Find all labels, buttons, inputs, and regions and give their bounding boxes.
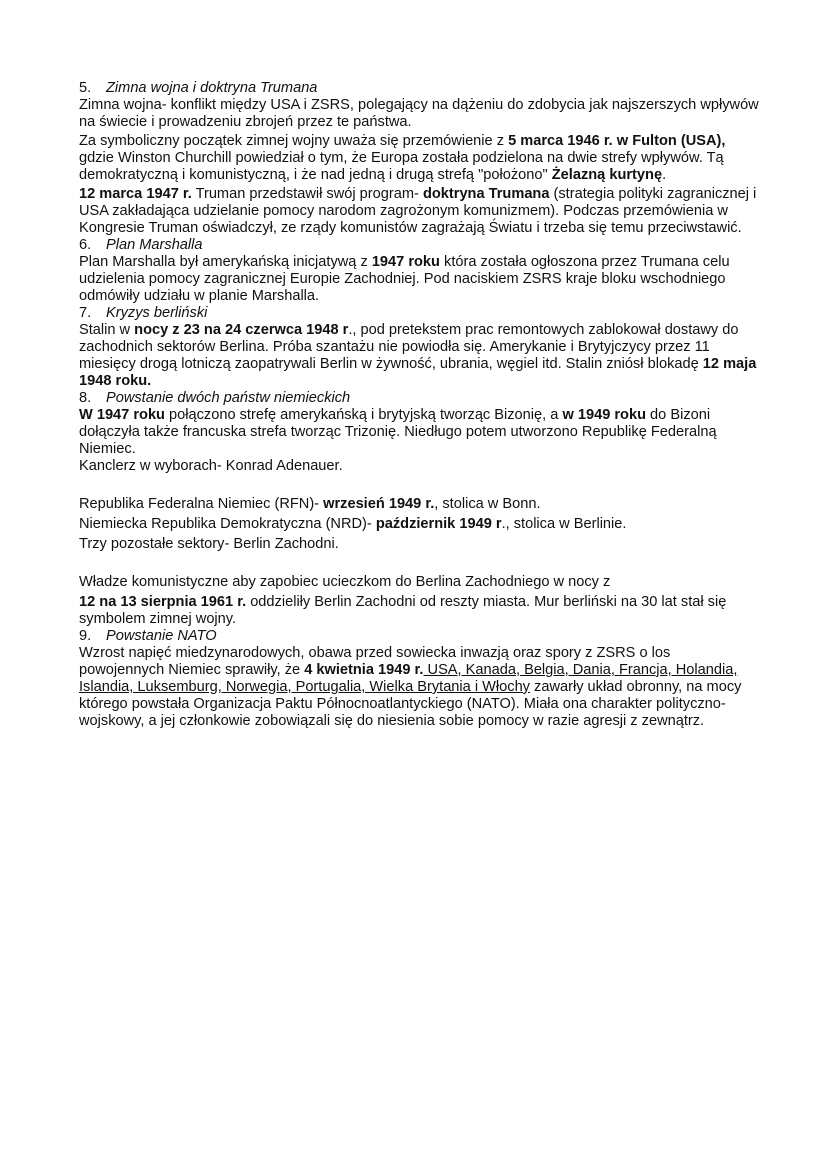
section-title: Zimna wojna i doktryna Trumana (106, 80, 318, 96)
section-heading (79, 237, 759, 254)
section-heading (79, 305, 759, 322)
text-run: Stalin w (79, 322, 135, 338)
bold-text: październik 1949 r (375, 516, 502, 532)
bold-text: Żelazną kurtynę (551, 167, 663, 183)
text-run: Republika Federalna Niemiec (RFN)- (79, 496, 324, 512)
text-run: Truman przedstawił swój program- (191, 186, 423, 202)
bold-text: 1947 roku (371, 254, 440, 270)
section-number: 6. (79, 237, 92, 253)
text-run: Plan Marshalla był amerykańską inicjatywą z (79, 254, 372, 270)
bold-text: w 1949 roku (562, 407, 646, 423)
paragraph (79, 186, 759, 237)
text-run: (strategia polityki zagranicznej i USA zakładająca udzielanie pomocy narodom zagrożonym komunizmem). Podczas przemówienia w Kongresie Truman oświadczył, ze rządy komunistów zagrażają Światu i trzeba się temu przeciwstawić. (79, 186, 757, 236)
paragraph (79, 645, 759, 730)
paragraph (79, 254, 759, 305)
text-run: do Bizoni dołączyła także francuska strefa tworząc Trizonię. Niedługo potem utworzono Republikę Federalną Niemiec. (79, 407, 717, 457)
text-run: Wzrost napięć miedzynarodowych, obawa przed sowiecka inwazją oraz spory z ZSRS o los powojennych Niemiec sprawiły, że (79, 645, 671, 678)
text-run: ., pod pretekstem prac remontowych zablokował dostawy do zachodnich sektorów Berlina. Próba szantażu nie powiodła się. Amerykanie i Brytyjczycy przez 11 miesięcy drogą lotniczą zaopatrywali Berlin w żywność, ubrania, węgiel itd. Stalin zniósł blokadę (79, 322, 739, 372)
paragraph (79, 407, 759, 458)
text-run: oddzieliły Berlin Zachodni od reszty miasta. Mur berliński na 30 lat stał się symbolem zimnej wojny. (79, 594, 727, 627)
paragraph: Kanclerz w wyborach- Konrad Adenauer. (79, 458, 343, 474)
section-number: 9. (79, 628, 92, 644)
text-run: . (662, 167, 667, 183)
section-title: Plan Marshalla (106, 237, 203, 253)
bold-text: nocy z 23 na 24 czerwca 1948 r (134, 322, 349, 338)
bold-text: W 1947 roku (79, 407, 165, 423)
blank-line (79, 475, 759, 493)
blank-line (79, 553, 759, 571)
text-run: gdzie Winston Churchill powiedział o tym, że Europa została podzielona na dwie strefy wpływów. Tą demokratyczną i komunistyczną, i że nad jedną i drugą strefą "położono" (79, 150, 724, 183)
bold-text: wrzesień 1949 r. (323, 496, 435, 512)
paragraph (79, 322, 759, 390)
paragraph (79, 496, 759, 513)
paragraph (79, 516, 759, 533)
text-run: , stolica w Bonn. (434, 496, 541, 512)
bold-text: 12 na 13 sierpnia 1961 r. (79, 594, 247, 610)
paragraph: Zimna wojna- konflikt między USA i ZSRS, polegający na dążeniu do zdobycia jak najszerszych wpływów na świecie i prowadzeniu zbrojeń przez te państwa. (79, 97, 759, 130)
paragraph (79, 594, 759, 628)
bold-text: doktryna Trumana (422, 186, 550, 202)
section-heading (79, 80, 759, 97)
document-content (79, 80, 759, 730)
bold-text: 5 marca 1946 r. w Fulton (USA), (508, 133, 726, 149)
section-title: Powstanie NATO (106, 628, 217, 644)
section-number: 8. (79, 390, 92, 406)
section-number: 5. (79, 80, 92, 96)
paragraph (79, 133, 759, 184)
text-run: która została ogłoszona przez Trumana celu udzielenia pomocy zagranicznej Europie Zachodniej. Pod naciskiem ZSRS kraje bloku wschodniego odmówiły udziału w planie Marshalla. (79, 254, 730, 304)
text-run: Niemiecka Republika Demokratyczna (NRD)- (79, 516, 376, 532)
text-run: zawarły układ obronny, na mocy którego powstała Organizacja Paktu Północnoatlantyckiego (NATO). Miała ona charakter polityczno-wojskowy, a jej członkowie zobowiązali się do niesienia sobie pomocy w razie agresji z zewnątrz. (79, 679, 742, 729)
paragraph: Trzy pozostałe sektory- Berlin Zachodni. (79, 536, 339, 552)
bold-text: 4 kwietnia 1949 r. (304, 662, 424, 678)
section-heading (79, 390, 759, 407)
section-heading (79, 628, 759, 645)
text-run: Za symboliczny początek zimnej wojny uważa się przemówienie z (79, 133, 509, 149)
bold-text: 12 maja 1948 roku. (79, 356, 757, 389)
underlined-text: USA, Kanada, Belgia, Dania, Francja, Holandia, Islandia, Luksemburg, Norwegia, Portugalia, Wielka Brytania i Włochy (79, 662, 738, 695)
text-run: połączono strefę amerykańską i brytyjską tworząc Bizonię, a (164, 407, 563, 423)
text-run: ., stolica w Berlinie. (501, 516, 627, 532)
section-number: 7. (79, 305, 92, 321)
section-title: Kryzys berliński (106, 305, 208, 321)
bold-text: 12 marca 1947 r. (79, 186, 192, 202)
section-title: Powstanie dwóch państw niemieckich (106, 390, 351, 406)
paragraph: Władze komunistyczne aby zapobiec ucieczkom do Berlina Zachodniego w nocy z (79, 574, 611, 590)
